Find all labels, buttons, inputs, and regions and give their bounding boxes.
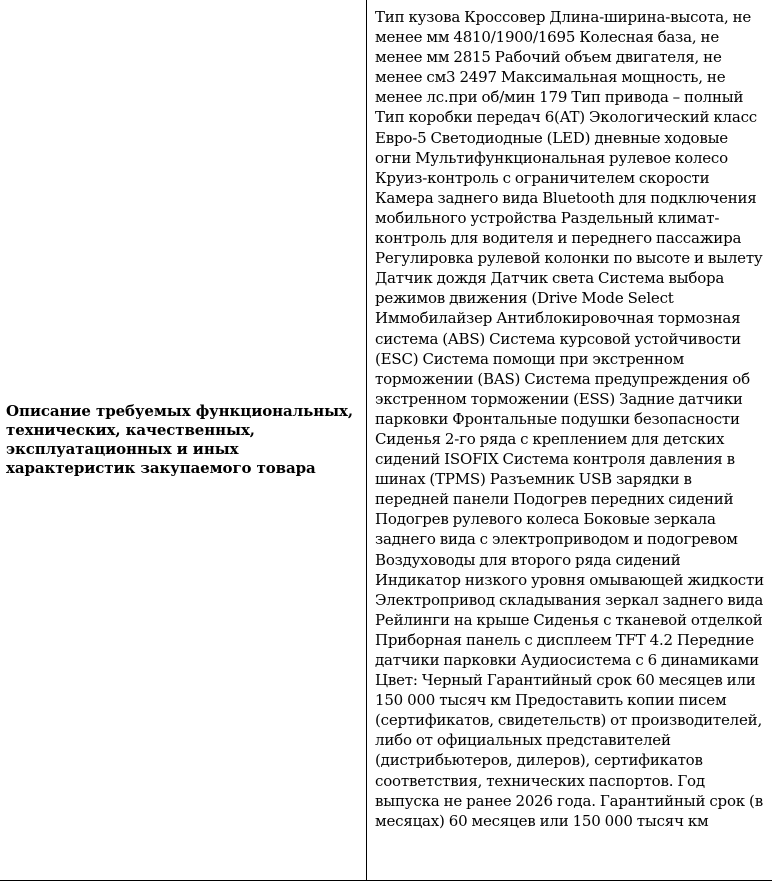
value-cell: [367, 0, 772, 881]
characteristics-label: Описание требуемых функциональных, технических, качественных, эксплуатационных и иных характеристик закупаемого товара: [6, 402, 353, 477]
characteristics-value: Тип кузова Кроссовер Длина-ширина-высота, не менее мм 4810/1900/1695 Колесная база, не менее мм 2815 Рабочий объем двигателя, не менее см3 2497 Максимальная мощность, не менее лс.при об/мин 179 Тип привода – полный Тип коробки передач 6(AT) Экологический класс Евро-5 Светодиодные (LED) дневные ходовые огни Мультифункциональная рулевое колесо Круиз-контроль с ограничителем скорости Камера заднего вида Bluetooth для подключения мобильного устройства Раздельный климат-контроль для водителя и переднего пассажира Регулировка рулевой колонки по высоте и вылету Датчик дождя Датчик света Система выбора режимов движения (Drive Mode Select Иммобилайзер Антиблокировочная тормозная система (ABS) Система курсовой устойчивости (ESC) Система помощи при экстренном торможении (BAS) Система предупреждения об экстренном торможении (ESS) Задние датчики парковки Фронтальные подушки безопасности Сиденья 2-го ряда с креплением для детских сидений ISOFIX Система контроля давления в шинах (TPMS) Разъемник USB зарядки в передней панели Подогрев передних сидений Подогрев рулевого колеса Боковые зеркала заднего вида с электроприводом и подогревом Воздуховоды для второго ряда сидений Индикатор низкого уровня омывающей жидкости Электропривод складывания зеркал заднего вида Рейлинги на крыше Сиденья с тканевой отделкой Приборная панель с дисплеем TFT 4.2 Передние датчики парковки Аудиосистема с 6 динамиками Цвет: Черный Гарантийный срок 60 месяцев или 150 000 тысяч км Предоставить копии писем (сертификатов, свидетельств) от производителей, либо от официальных представителей (дистрибьютеров, дилеров), сертификатов соответствия, технических паспортов. Год выпуска не ранее 2026 года. Гарантийный срок (в месяцах) 60 месяцев или 150 000 тысяч км: [375, 8, 764, 830]
label-cell: [0, 0, 367, 881]
